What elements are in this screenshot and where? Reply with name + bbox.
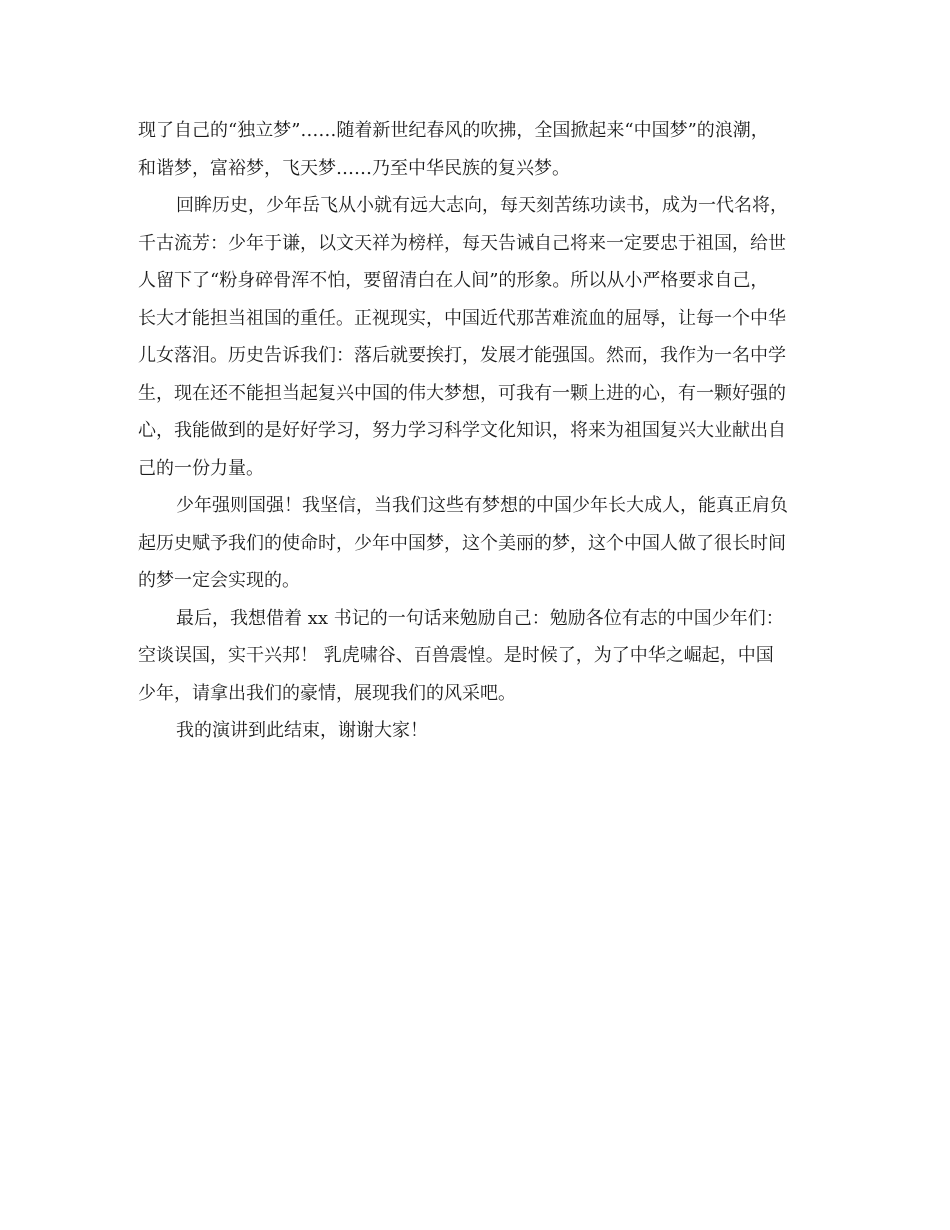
text-line: 心，我能做到的是好好学习，努力学习科学文化知识，将来为祖国复兴大业献出自 xyxy=(138,420,786,441)
text-line: 现了自己的“独立梦”……随着新世纪春风的吹拂，全国掀起来“中国梦”的浪潮， xyxy=(138,120,769,141)
text-line: 空谈误国，实干兴邦！ 乳虎啸谷、百兽震惶。是时候了，为了中华之崛起，中国 xyxy=(138,645,774,666)
paragraph-start-line: 回眸历史，少年岳飞从小就有远大志向，每天刻苦练功读书，成为一代名将， xyxy=(176,195,788,216)
text-line: 己的一份力量。 xyxy=(138,457,264,479)
text-line: 儿女落泪。历史告诉我们：落后就要挨打，发展才能强国。然而，我作为一名中学 xyxy=(138,345,786,366)
text-line: 长大才能担当祖国的重任。正视现实，中国近代那苦难流血的屈辱，让每一个中华 xyxy=(138,307,786,329)
closing-line: 我的演讲到此结束，谢谢大家！ xyxy=(176,720,428,741)
text-line: 起历史赋予我们的使命时，少年中国梦，这个美丽的梦，这个中国人做了很长时间 xyxy=(138,532,786,554)
text-line: 少年，请拿出我们的豪情，展现我们的风采吧。 xyxy=(138,682,516,704)
text-line: 的梦一定会实现的。 xyxy=(138,570,300,591)
paragraph-start-line: 少年强则国强！我坚信，当我们这些有梦想的中国少年长大成人，能真正肩负 xyxy=(176,495,788,516)
text-line: 生，现在还不能担当起复兴中国的伟大梦想，可我有一颗上进的心，有一颗好强的 xyxy=(138,382,786,404)
text-line: 千古流芳：少年于谦，以文天祥为榜样，每天告诫自己将来一定要忠于祖国，给世 xyxy=(138,232,786,254)
paragraph-start-line: 最后，我想借着 xx 书记的一句话来勉励自己：勉励各位有志的中国少年们： xyxy=(176,607,784,629)
text-line: 人留下了“粉身碎骨浑不怕，要留清白在人间”的形象。所以从小严格要求自己， xyxy=(138,270,769,291)
text-line: 和谐梦，富裕梦，飞天梦……乃至中华民族的复兴梦。 xyxy=(138,157,570,179)
speech-body xyxy=(138,112,838,750)
